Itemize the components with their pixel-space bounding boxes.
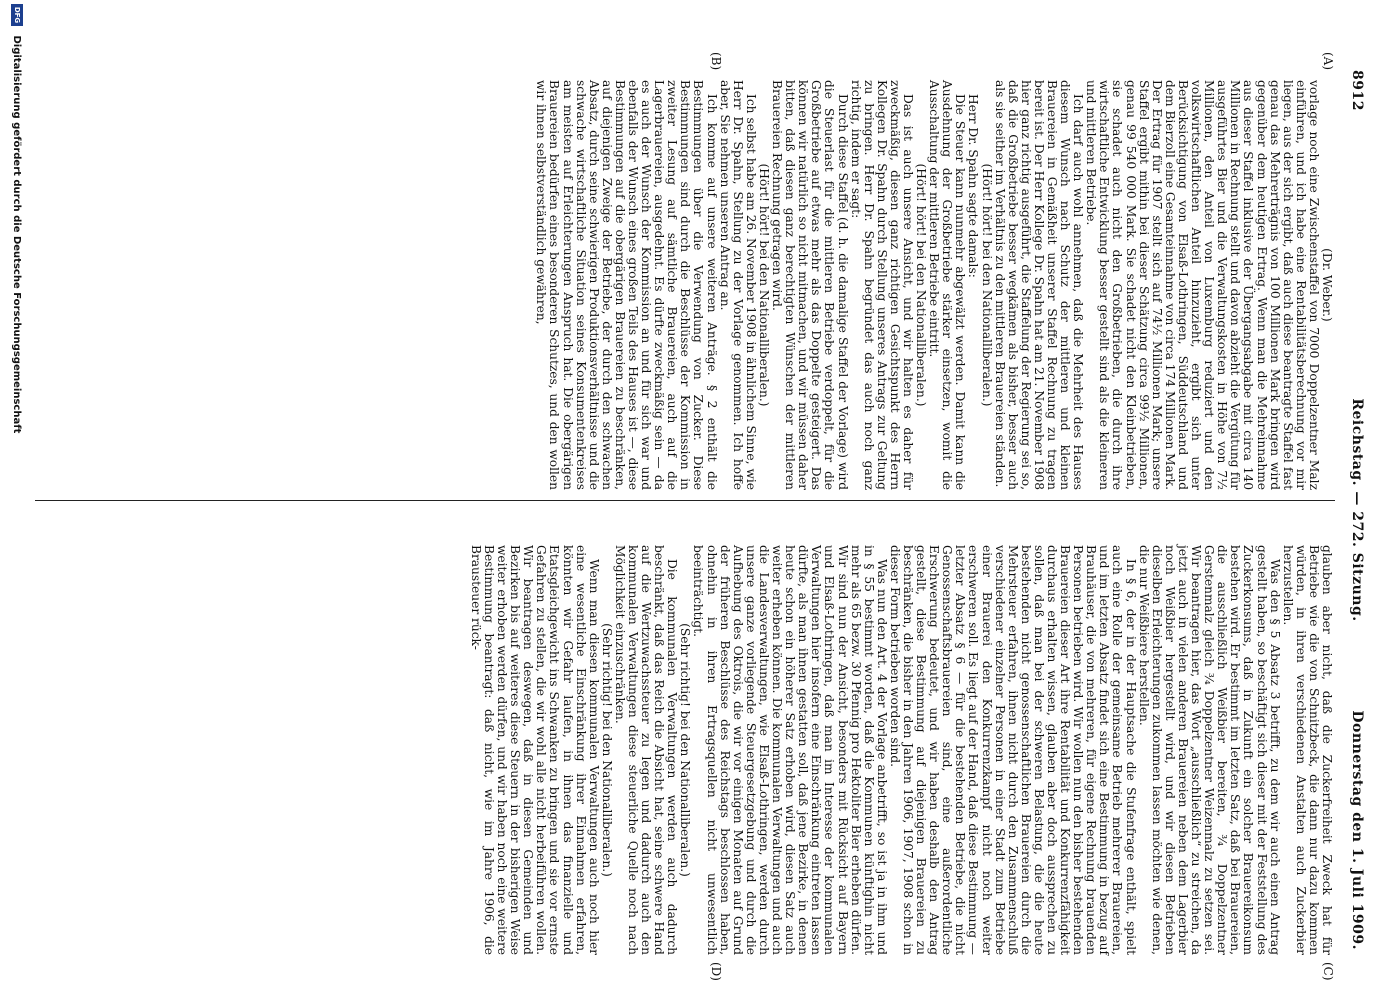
paragraph: vorlage noch eine Zwischenstaffel von 7000 Doppelzentner Malz einführen, und ich habe eine Rentabilitätsberechnung vor mir liegen, aus der sich ergibt, daß auch diese beantragte Staffel fast genau das Mehrerträgnis von 100 Millionen Mark bringen wird gegenüber dem heutigen Ertrag. Wenn man die Mehreinnahme aus dieser Staffel inklusive der Übergangsabgabe mit circa 140 Millionen in Rechnung stellt und davon abzieht die Vergütung für ausgeführtes Bier und die Verwaltungskosten in Höhe von 7½ Millionen, den Anteil von Luxemburg reduziert und den volkswirtschaftlichen Anteil hinzuzieht, ergibt sich unter Berücksichtigung von Elsaß-Lothringen, Süddeutschland und dem Bierzoll eine Gesamteinnahme von circa 174 Millionen Mark. Der Ertrag für 1907 stellt sich auf 74½ Millionen Mark; unsere Staffel ergibt mithin bei dieser Schätzung circa 99½ Millionen, genau 99 540 000 Mark. Sie schadet nicht den Kleinbetrieben, sie schadet auch nicht den Großbetrieben, die durch ihre wirtschaftliche Entwicklung besser gestellt sind als die kleineren und mittleren Betriebe. <box>1084 80 1321 490</box>
left-text-column <box>534 80 1333 490</box>
paragraph: glauben aber nicht, daß die Zuckerfreiheit Zweck hat für Betriebe wie die von Schnitzbeck, die dann nur dazu kommen würden, in ihren verschiedenen Anstalten auch Zuckerbier herzustellen. <box>1280 545 1334 955</box>
paragraph: Ich selbst habe am 26. November 1908 in ähnlichem Sinne, wie Herr Dr. Spahn, Stellung zu der Vorlage genommen. Ich hoffe aber, Sie nehmen unseren Antrag an. <box>717 80 758 490</box>
paragraph: Durch diese Staffel (d. h. die damalige Staffel der Vorlage) wird die Steuerlast für die mittleren Betriebe verdoppelt, für die Großbetriebe auf etwas mehr als das Doppelte gesteigert. Das können wir natürlich so nicht mitmachen, und wir müssen daher bitten, daß diesen ganz berechtigten Wünschen der mittleren Brauereien Rechnung getragen wird. <box>770 80 850 490</box>
interjection: (Hört! hört! bei den Nationalliberalen.) <box>756 163 771 407</box>
digitization-footer <box>5 4 23 994</box>
paragraph: Herr Dr. Spahn sagte damals: <box>966 94 981 278</box>
paragraph: Wenn man diesen kommunalen Verwaltungen auch noch hier eine wesentliche Einschränkung ihrer Einnahmen erfahren, könnten wir Gefahr laufen, in ihnen das finanzielle und Etatsgleichgewicht ins Schwanken zu bringen und sie vor ernste Gefahren zu stellen, die wir wohl alle nicht herbeiführen wollen. Wir beantragen deswegen, daß in diesen Gemeinden und Bezirken bis auf weiteres diese Steuern in der bisherigen Weise weiter erhoben werden dürfen, und wir haben noch eine weitere Bestimmung beantragt: daß nicht, wie im Jahre 1906, die Brausteuer rück- <box>468 545 601 955</box>
margin-letter-b: (B) <box>709 52 723 71</box>
margin-letter-c: (C) <box>1321 962 1335 981</box>
column-divider <box>35 500 1335 501</box>
interjection: (Hört! hört! bei den Nationalliberalen.) <box>914 163 929 407</box>
paragraph: Das ist auch unsere Ansicht, und wir halten es daher für zweckmäßig, diesen ganz richtigen Gesichtspunkt des Herrn Kollegen Dr. Spahn durch Stellung unseres Antrags zur Geltung zu bringen. Herr Dr. Spahn begründet das auch noch ganz richtig, indem er sagt: <box>848 80 915 490</box>
margin-letter-d: (D) <box>709 962 723 981</box>
paragraph: Die kommunalen Verwaltungen werden auch dadurch beschränkt, daß das Reich die Absicht hat, seine schwere Hand auf die Wertzuwachssteuer zu legen und dadurch auch den kommunalen Verwaltungen diese steuerliche Quelle noch nach Möglichkeit einzuschränken. <box>612 545 680 955</box>
paragraph: Was den § 5 Absatz 3 betrifft, zu dem wir auch einen Antrag gestellt haben, so beschäftigt sich dieser mit der Feststellung des Zuckerkonsums, daß in Zukunft ein solcher Brauereikonsum bestehen wird. Er bestimmt im letzten Satz, daß bei Brauereien, die ausschließlich Weißbier bereiten, ¾ Doppelzentner Gerstenmalz gleich ¾ Doppelzentner Weizenmalz zu setzen sei. Wir beantragen hier, das Wort „ausschließlich“ zu streichen, da jetzt auch in vielen anderen Brauereien neben dem Lagerbier noch Weißbier hergestellt wird, und wir diesen Betrieben dieselben Erleichterungen zukommen lassen möchten wie denen, die nur Weißbiere herstellen. <box>1136 545 1282 955</box>
interjection: (Sehr richtig! bei den Nationalliberalen.) <box>599 623 614 877</box>
footer-credit-text: Digitalisierung gefördert durch die Deutsche Forschungsgemeinschaft <box>11 35 22 434</box>
interjection: (Hört! hört! bei den Nationalliberalen.) <box>979 163 994 407</box>
paragraph: Ich komme auf unsere weiteren Anträge. § 2 enthält die Bestimmungen über die Verwendung von Zucker. Diese Bestimmungen sind durch die Beschlüsse der Kommission in zweiter Lesung auf sämtliche Brauereien, auch auf die Lagerbrauereien, ausgedehnt. Es dürfte zweckmäßig sein — da es auch der Wunsch der Kommission an und für sich war und ebenfalls der Wunsch eines großen Teils des Hauses ist —, diese Bestimmungen auf die obergärigen Brauereien zu beschränken, auf diejenigen Zweige der Betriebe, der durch den schwachen Absatz, durch seine schwierigen Produktionsverhältnisse und die schwache wirtschaftliche Situation seines Konsumentenkreises am meisten auf Erleichterungen Anspruch hat. Die obergärigen Brauereien bedürfen eines besonderen Schutzes, und den wollen wir ihnen selbstverständlich gewähren, <box>534 80 719 490</box>
page-header <box>1345 70 1365 950</box>
page-number: 8912 <box>1349 70 1365 111</box>
right-text-column <box>469 545 1333 955</box>
interjection: (Dr. Weber.) <box>1320 248 1334 322</box>
dfg-logo: DFG <box>11 4 23 26</box>
paragraph: Die Steuer kann nunmehr abgewälzt werden. Damit kann die Ausdehnung der Großbetriebe stärker einsetzen, womit die Ausschaltung der mittleren Betriebe eintritt. <box>927 80 968 490</box>
interjection: (Sehr richtig! bei den Nationalliberalen.) <box>678 623 693 877</box>
page-title: Reichstag. — 272. Sitzung. <box>1349 398 1365 622</box>
paragraph: Was nun den Art. 4 der Vorlage anbetrifft, so ist ja in ihm und in § 55 bestimmt worden, daß die Kommunen künftighin nicht mehr als 65 bezw. 30 Pfennig pro Hektoliter Bier erheben dürfen. Wir sind nun der Ansicht, besonders mit Rücksicht auf Bayern und Elsaß-Lothringen, daß man im Interesse der kommunalen Verwaltungen hier insofern eine Einschränkung eintreten lassen dürfte, als man ihnen gestatten soll, daß jene Bezirke, in denen heute schon ein höherer Satz erhoben wird, diesen Satz auch weiter erheben können. Die kommunalen Verwaltungen und auch die Landesverwaltungen, wie Elsaß-Lothringen, werden durch unsere ganze vorliegende Steuergesetzgebung und durch die Aufhebung des Oktrois, die wir vor einigen Monaten auf Grund der früheren Beschlüsse des Reichstags beschlossen haben, ohnehin in ihren Ertragsquellen nicht unwesentlich beeinträchtigt. <box>691 545 889 955</box>
session-date: Donnerstag den 1. Juli 1909. <box>1349 710 1365 950</box>
paragraph: Ich darf auch wohl annehmen, daß die Mehrheit des Hauses diesem Wunsch nach Schutz der mittleren und kleinen Brauereien in Gemäßheit unserer Staffel Rechnung zu tragen bereit ist. Der Herr Kollege Dr. Spahn hat am 21. November 1908 hier ganz richtig ausgeführt, die Staffelung der Regierung sei so, daß die Großbetriebe besser wegkämen als bisher, besser auch als sie seither im Verhältnis zu den mittleren Brauereien ständen. <box>992 80 1086 490</box>
paragraph: In § 6, der in der Hauptsache die Stufenfrage enthält, spielt auch eine Rolle der gemeinsame Betrieb mehrerer Brauereien, und im letzten Absatz findet sich eine Bestimmung in bezug auf Brauhäuser, die von mehreren, für eigene Rechnung brauenden Personen betrieben wird. Wir wollen nun den bisher bestehenden Brauereien dieser Art ihre Rentabilität und Konkurrenzfähigkeit durchaus erhalten wissen, glauben aber doch aussprechen zu sollen, daß man bei der schweren Belastung, die die heute bestehenden nicht genossenschaftlichen Brauereien durch die Mehrsteuer erfahren, ihnen nicht durch den Zusammenschluß verschiedener einzelner Personen in einer Stadt zum Betriebe einer Brauerei den Konkurrenzkampf nicht noch weiter erschweren soll. Es liegt auf der Hand, daß diese Bestimmung — letzter Absatz § 6 — für die bestehenden Betriebe, die nicht Genossenschaftsbrauereien sind, eine außerordentliche Erschwerung bedeutet, und wir haben deshalb den Antrag gestellt, diese Bestimmung auf diejenigen Brauereien zu beschränken, die bisher in den Jahren 1906, 1907, 1908 schon in dieser Form betrieben worden sind. <box>887 545 1138 955</box>
margin-letter-a: (A) <box>1321 52 1335 71</box>
